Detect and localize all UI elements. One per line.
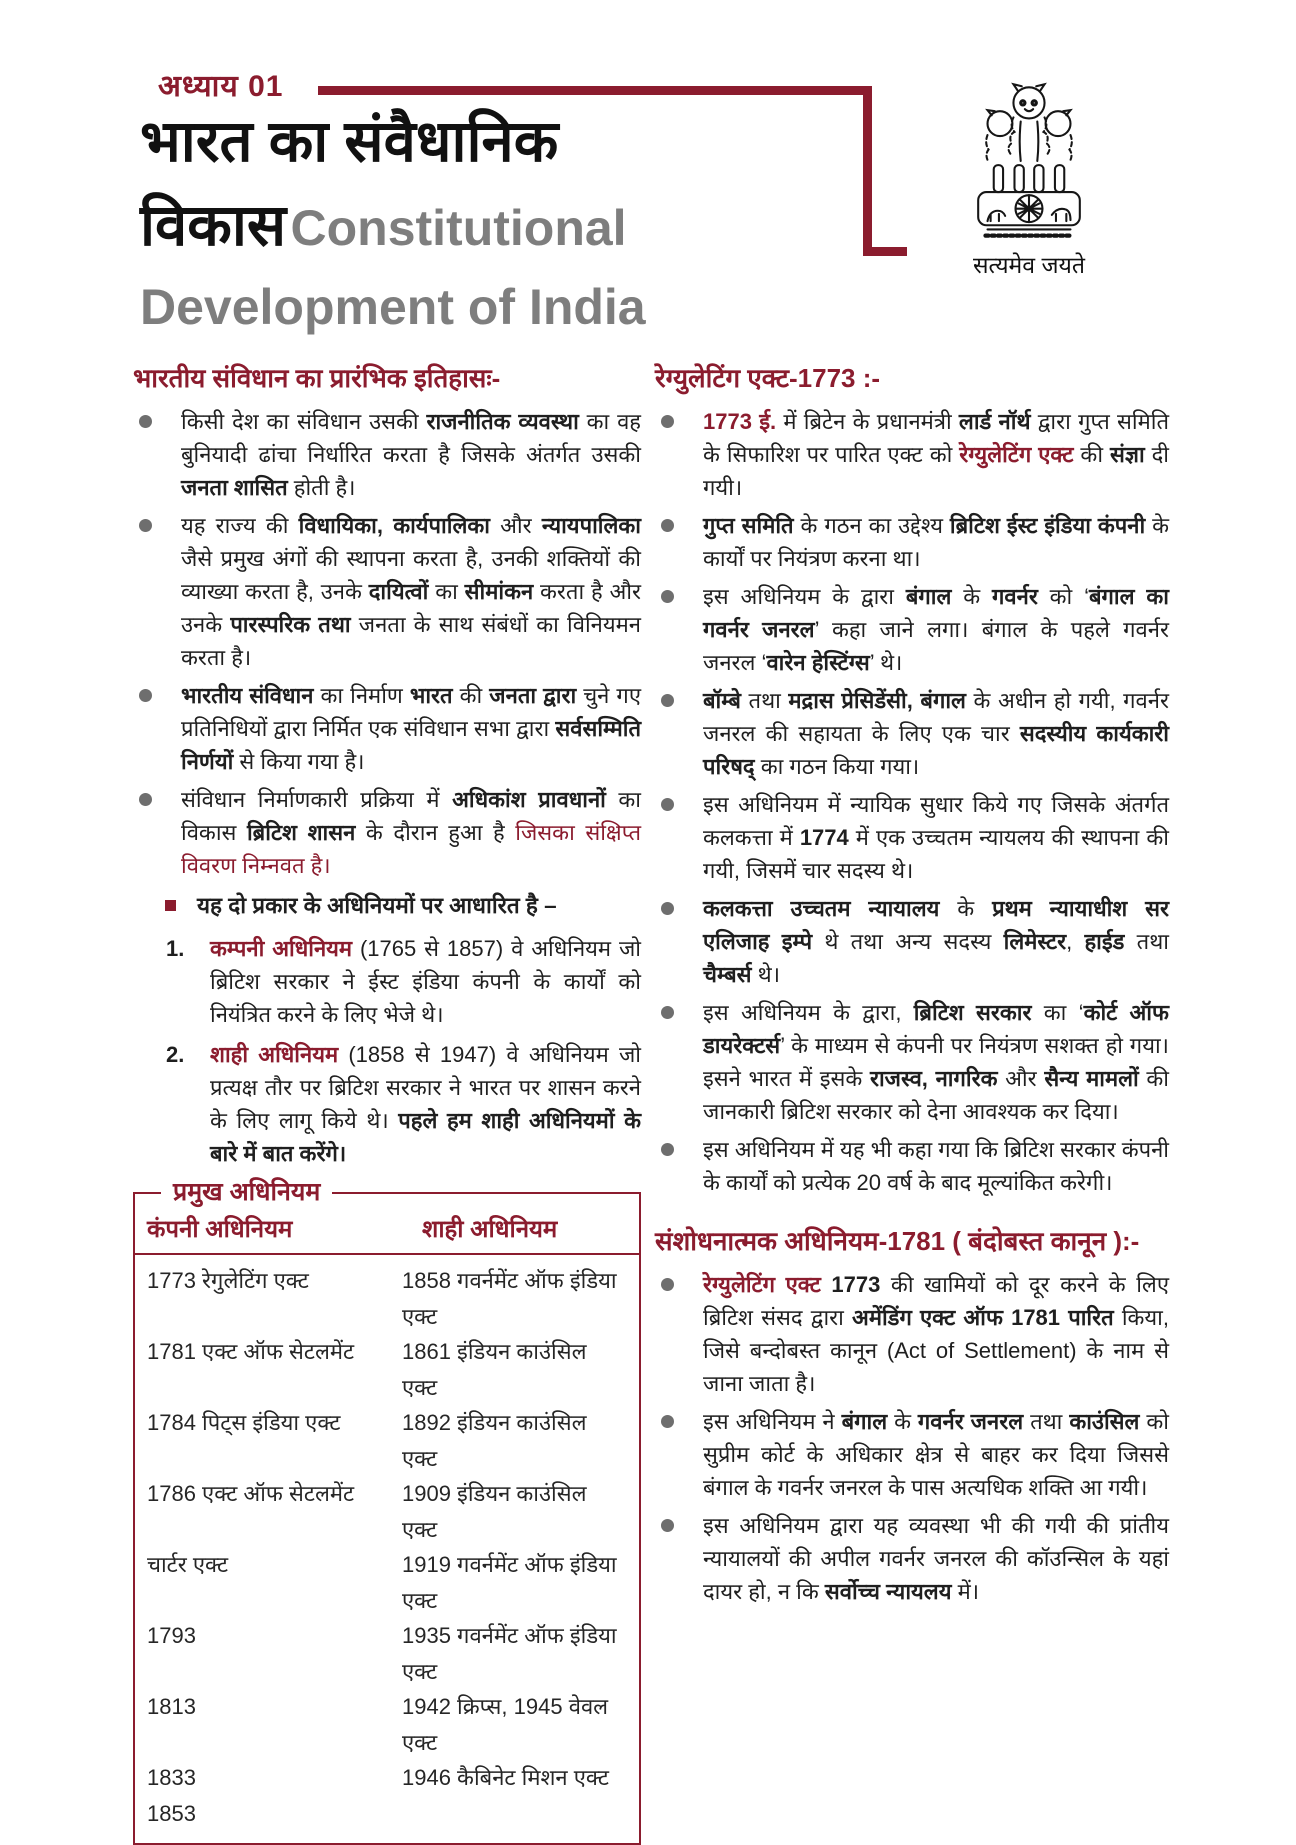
text-segment: थे तथा अन्य सदस्य xyxy=(812,929,1004,954)
bullet-item xyxy=(655,996,1169,1128)
text-segment: बंगाल xyxy=(841,1409,888,1434)
header-rule-horizontal xyxy=(318,86,872,95)
square-bullet-icon xyxy=(165,900,176,911)
text-segment: का गठन किया गया। xyxy=(754,754,920,779)
bullet-item xyxy=(655,1405,1169,1504)
column-header-royal-acts: शाही अधिनियम xyxy=(422,1216,558,1243)
company-act-cell: 1773 रेगुलेटिंग एक्ट xyxy=(147,1268,309,1293)
text-segment: कम्पनी अधिनियम xyxy=(210,936,353,961)
text-segment: , xyxy=(1066,929,1085,954)
text-segment: ब्रिटिश शासन xyxy=(246,820,356,845)
text-segment: ब्रिटिश सरकार xyxy=(913,1000,1032,1025)
major-acts-table-title: प्रमुख अधिनियम xyxy=(161,1174,332,1210)
royal-act-cell: 1892 इंडियन काउंसिल एक्ट xyxy=(402,1410,587,1471)
page-title xyxy=(140,100,646,346)
text-segment: इस अधिनियम द्वारा यह व्यवस्था भी की गयी की प्रांतीय न्यायालयों की अपील गवर्नर जनरल की कॉउन्सिल के यहां दायर हो, न कि xyxy=(703,1513,1169,1604)
amending-act-bullet-list xyxy=(655,1268,1169,1608)
header-rule-foot xyxy=(863,247,907,256)
text-segment: सर्वोच्च न्यायलय xyxy=(824,1579,952,1604)
text-segment: का वह बुनियादी ढांचा निर्धारित करता है जिसके अंतर्गत उसकी xyxy=(181,409,641,467)
text-segment: संज्ञा xyxy=(1109,442,1145,467)
text-segment: गवर्नर xyxy=(991,584,1038,609)
text-segment: 1773 xyxy=(820,1272,881,1297)
text-segment: में एक उच्चतम न्यायलय की स्थापना की गयी, जिसमें चार सदस्य थे। xyxy=(703,825,1169,883)
text-segment: गुप्त समिति xyxy=(703,513,794,538)
text-segment: और xyxy=(489,513,542,538)
text-segment: सर्वसम्मिति निर्णयों xyxy=(181,716,641,774)
text-segment: की जानकारी ब्रिटिश सरकार को देना आवश्यक कर दिया। xyxy=(703,1066,1169,1124)
text-segment: तथा xyxy=(740,688,789,713)
bullet-item xyxy=(133,679,641,778)
text-segment: राजनीतिक व्यवस्था xyxy=(426,409,579,434)
company-act-cell: 1853 xyxy=(147,1800,196,1826)
left-column xyxy=(133,360,641,1845)
section-regulating-act xyxy=(655,360,1169,1199)
royal-act-cell: 1858 गवर्नमेंट ऑफ इंडिया एक्ट xyxy=(402,1268,617,1329)
bullet-dot-icon xyxy=(139,519,152,532)
text-segment: के xyxy=(951,584,992,609)
bullet-item xyxy=(133,405,641,504)
text-segment: जनता शासित xyxy=(181,475,288,500)
text-segment: इस अधिनियम ने xyxy=(703,1409,842,1434)
text-segment: का निर्माण xyxy=(313,683,410,708)
text-segment: भारत xyxy=(409,683,453,708)
bullet-dot-icon xyxy=(661,519,674,532)
text-segment: जैसे प्रमुख अंगों की स्थापना करता है, उनकी शक्तियों की व्याख्या करता है, उनके xyxy=(181,546,641,604)
bullet-item xyxy=(655,1268,1169,1400)
text-segment: के xyxy=(939,896,993,921)
text-segment: थे। xyxy=(751,962,781,987)
text-segment: लार्ड नॉर्थ xyxy=(958,409,1031,434)
text-segment: सदस्यीय कार्यकारी परिषद् xyxy=(703,721,1169,779)
text-segment: और xyxy=(997,1066,1045,1091)
royal-act-cell: 1919 गवर्नमेंट ऑफ इंडिया एक्ट xyxy=(402,1552,617,1613)
bullet-item xyxy=(655,405,1169,504)
bullet-dot-icon xyxy=(661,902,674,915)
text-segment: लिमेस्टर xyxy=(1003,929,1067,954)
table-row xyxy=(147,1796,627,1832)
text-segment: गवर्नर जनरल xyxy=(917,1409,1024,1434)
royal-act-cell: 1946 कैबिनेट मिशन एक्ट xyxy=(402,1765,610,1790)
table-row xyxy=(147,1476,627,1547)
text-segment: यह दो प्रकार के अधिनियमों पर आधारित है – xyxy=(197,893,557,918)
text-segment: सीमांकन xyxy=(464,579,534,604)
table-row xyxy=(147,1760,627,1796)
bullet-dot-icon xyxy=(661,415,674,428)
text-segment: ’ थे। xyxy=(869,650,903,675)
page-title-english-line1: Constitutional xyxy=(290,200,627,256)
text-segment: चुने गए प्रतिनिधियों द्वारा निर्मित एक संविधान सभा द्वारा xyxy=(181,683,641,741)
text-segment: हाईड xyxy=(1084,929,1125,954)
text-segment: (1858 से 1947) वे अधिनियम जो प्रत्यक्ष तौर पर ब्रिटिश सरकार ने भारत पर शासन करने के लिए लागू किये थे। xyxy=(210,1042,641,1133)
royal-act-cell: 1861 इंडियन काउंसिल एक्ट xyxy=(402,1339,587,1400)
chapter-label: अध्याय 01 xyxy=(158,70,284,103)
text-segment: को ‘ xyxy=(1037,584,1089,609)
text-segment: कलकत्ता उच्चतम न्यायालय xyxy=(703,896,940,921)
bullet-dot-icon xyxy=(139,689,152,702)
act-types-numbered-list xyxy=(133,932,641,1170)
text-segment: अमेंडिंग एक्ट ऑफ 1781 पारित xyxy=(852,1305,1114,1330)
text-segment: की xyxy=(452,683,490,708)
text-segment: विधायिका, कार्यपालिका xyxy=(298,513,490,538)
text-segment: कोर्ट ऑफ डायरेक्टर्स xyxy=(703,1000,1169,1058)
text-segment: 1774 xyxy=(799,825,849,850)
square-note-text xyxy=(197,893,557,918)
text-segment: इस अधिनियम में न्यायिक सुधार किये गए जिसके अंतर्गत कलकत्ता में xyxy=(703,792,1169,850)
text-segment: के अधीन हो गयी, गवर्नर जनरल की सहायता के लिए एक चार xyxy=(703,688,1169,746)
lion-capital-icon xyxy=(953,78,1105,246)
bullet-dot-icon xyxy=(661,1278,674,1291)
company-act-cell: 1786 एक्ट ऑफ सेटलमेंट xyxy=(147,1481,355,1506)
company-act-cell: 1793 xyxy=(147,1623,196,1648)
text-segment: ’ के माध्यम से कंपनी पर नियंत्रण सशक्त हो गया। इसने भारत में इसके xyxy=(703,1033,1169,1091)
text-segment: करता है और उनके xyxy=(181,579,641,637)
bullet-item xyxy=(133,509,641,674)
bullet-dot-icon xyxy=(661,1143,674,1156)
company-act-cell: 1784 पिट्स इंडिया एक्ट xyxy=(147,1410,341,1435)
text-segment: मद्रास प्रेसिडेंसी, बंगाल xyxy=(788,688,966,713)
bullet-dot-icon xyxy=(139,793,152,806)
square-note xyxy=(133,889,641,923)
text-segment: शाही अधिनियम xyxy=(210,1042,339,1067)
regulating-act-bullet-list xyxy=(655,405,1169,1199)
header-rule-vertical xyxy=(863,86,872,256)
emblem-motto: सत्यमेव जयते xyxy=(972,252,1085,278)
text-segment: अधिकांश प्रावधानों xyxy=(452,787,606,812)
column-header-company-acts: कंपनी अधिनियम xyxy=(147,1216,293,1243)
text-segment: पहले हम शाही अधिनियमों के बारे में बात करेंगे। xyxy=(210,1108,641,1166)
text-segment: में। xyxy=(951,1579,980,1604)
bullet-item xyxy=(655,1509,1169,1608)
text-segment: की खामियों को दूर करने के लिए ब्रिटिश संसद द्वारा xyxy=(703,1272,1169,1330)
page-title-hindi-line1: भारत का संवैधानिक xyxy=(140,109,559,174)
table-row xyxy=(147,1263,627,1334)
text-segment: के दौरान हुआ है xyxy=(355,820,516,845)
bullet-dot-icon xyxy=(661,798,674,811)
national-emblem xyxy=(944,78,1114,280)
company-act-cell: 1781 एक्ट ऑफ सेटलमेंट xyxy=(147,1339,355,1364)
text-segment: का ‘ xyxy=(1031,1000,1084,1025)
bullet-item xyxy=(655,892,1169,991)
text-segment: वारेन हेस्टिंग्स xyxy=(766,650,870,675)
company-act-cell: चार्टर एक्ट xyxy=(147,1552,229,1577)
text-segment: बॉम्बे xyxy=(703,688,741,713)
bullet-item xyxy=(655,788,1169,887)
text-segment: में ब्रिटेन के प्रधानमंत्री xyxy=(776,409,959,434)
major-acts-table-body xyxy=(135,1255,639,1843)
numbered-item xyxy=(133,1038,641,1170)
bullet-dot-icon xyxy=(661,1415,674,1428)
bullet-item xyxy=(133,783,641,882)
bullet-item xyxy=(655,580,1169,679)
royal-act-cell: 1935 गवर्नमेंट ऑफ इंडिया एक्ट xyxy=(402,1623,617,1684)
table-row xyxy=(147,1547,627,1618)
section-amending-act xyxy=(655,1223,1169,1608)
text-segment: द्वारा गुप्त समिति के सिफारिश पर पारित एक्ट को xyxy=(703,409,1169,467)
table-row xyxy=(147,1405,627,1476)
early-history-bullet-list xyxy=(133,405,641,882)
text-segment: किया, जिसे बन्दोबस्त कानून (Act of Settlement) के नाम से जाना जाता है। xyxy=(703,1305,1169,1396)
text-segment: की xyxy=(1073,442,1110,467)
text-segment: इस अधिनियम के द्वारा xyxy=(703,584,906,609)
page-title-hindi-line2: विकास xyxy=(140,193,287,258)
text-segment: चैम्बर्स xyxy=(703,962,752,987)
text-segment: तथा xyxy=(1023,1409,1070,1434)
page-title-english-line2: Development of India xyxy=(140,279,646,335)
text-segment: जनता के साथ संबंधों का विनियमन करता है। xyxy=(181,612,641,670)
company-act-cell: 1833 xyxy=(147,1765,196,1790)
text-segment: काउंसिल xyxy=(1069,1409,1140,1434)
text-segment: के कार्यों पर नियंत्रण करना था। xyxy=(703,513,1169,571)
text-segment: बंगाल xyxy=(905,584,952,609)
text-segment: से किया गया है। xyxy=(233,749,365,774)
text-segment: संविधान निर्माणकारी प्रक्रिया में xyxy=(181,787,453,812)
text-segment: के गठन का उद्देश्य xyxy=(793,513,950,538)
text-segment: भारतीय संविधान xyxy=(181,683,314,708)
bullet-dot-icon xyxy=(661,590,674,603)
text-segment: रेग्युलेटिंग एक्ट xyxy=(959,442,1074,467)
royal-act-cell xyxy=(402,1796,627,1832)
bullet-item xyxy=(655,684,1169,783)
bullet-item xyxy=(655,1133,1169,1199)
numbered-item xyxy=(133,932,641,1031)
text-segment: यह राज्य की xyxy=(181,513,299,538)
text-segment: ’ कहा जाने लगा। बंगाल के पहले गवर्नर जनरल ‘ xyxy=(703,617,1169,675)
text-segment: को सुप्रीम कोर्ट के अधिकार क्षेत्र से बाहर कर दिया जिससे बंगाल के गवर्नर जनरल के पास अत्यधिक शक्ति आ गयी। xyxy=(703,1409,1169,1500)
major-acts-table xyxy=(133,1178,641,1845)
text-segment: के xyxy=(887,1409,918,1434)
bullet-dot-icon xyxy=(661,1006,674,1019)
table-row xyxy=(147,1334,627,1405)
text-segment: बंगाल का गवर्नर जनरल xyxy=(703,584,1169,642)
royal-act-cell: 1942 क्रिप्स, 1945 वेवल एक्ट xyxy=(402,1694,609,1755)
bullet-dot-icon xyxy=(661,1519,674,1532)
section-heading-regulating-act: रेग्युलेटिंग एक्ट-1773 :- xyxy=(655,363,881,393)
text-segment: इस अधिनियम में यह भी कहा गया कि ब्रिटिश सरकार कंपनी के कार्यों को प्रत्येक 20 वर्ष के बाद मूल्यांकित करेगी। xyxy=(703,1137,1169,1195)
text-segment: पारस्परिक तथा xyxy=(230,612,351,637)
table-row xyxy=(147,1689,627,1760)
text-segment: इस अधिनियम के द्वारा, xyxy=(703,1000,914,1025)
right-column xyxy=(655,360,1169,1613)
text-segment: राजस्व, नागरिक xyxy=(869,1066,998,1091)
bullet-dot-icon xyxy=(661,694,674,707)
item-number: 2. xyxy=(166,1042,185,1067)
bullet-dot-icon xyxy=(139,415,152,428)
text-segment: ब्रिटिश ईस्ट इंडिया कंपनी xyxy=(949,513,1146,538)
section-heading-early-history: भारतीय संविधान का प्रारंभिक इतिहासः- xyxy=(133,363,501,393)
text-segment: जनता द्वारा xyxy=(489,683,577,708)
section-heading-amending-act: संशोधनात्मक अधिनियम-1781 ( बंदोबस्त कानून ):- xyxy=(655,1226,1140,1256)
text-segment: 1773 ई. xyxy=(703,409,777,434)
text-segment: का xyxy=(428,579,465,604)
text-segment: का विकास xyxy=(181,787,642,845)
text-segment: किसी देश का संविधान उसकी xyxy=(181,409,427,434)
royal-act-cell: 1909 इंडियन काउंसिल एक्ट xyxy=(402,1481,587,1542)
text-segment: प्रथम न्यायाधीश सर एलिजाह इम्पे xyxy=(703,896,1170,954)
page-title-line2 xyxy=(140,184,646,268)
company-act-cell: 1813 xyxy=(147,1694,196,1719)
text-segment: तथा xyxy=(1124,929,1169,954)
text-segment: दी गयी। xyxy=(703,442,1170,500)
text-segment: न्यायपालिका xyxy=(541,513,641,538)
text-segment: जिसका संक्षिप्त विवरण निम्नवत है। xyxy=(181,820,642,878)
table-row xyxy=(147,1618,627,1689)
item-number: 1. xyxy=(166,936,185,961)
bullet-item xyxy=(655,509,1169,575)
text-segment: सैन्य मामलों xyxy=(1044,1066,1139,1091)
text-segment: दायित्वों xyxy=(368,579,429,604)
text-segment: (1765 से 1857) वे अधिनियम जो ब्रिटिश सरकार ने ईस्ट इंडिया कंपनी के कार्यों को नियंत्रित करने के लिए भेजे थे। xyxy=(210,936,641,1027)
text-segment: होती है। xyxy=(287,475,356,500)
text-segment: रेग्युलेटिंग एक्ट xyxy=(703,1272,821,1297)
